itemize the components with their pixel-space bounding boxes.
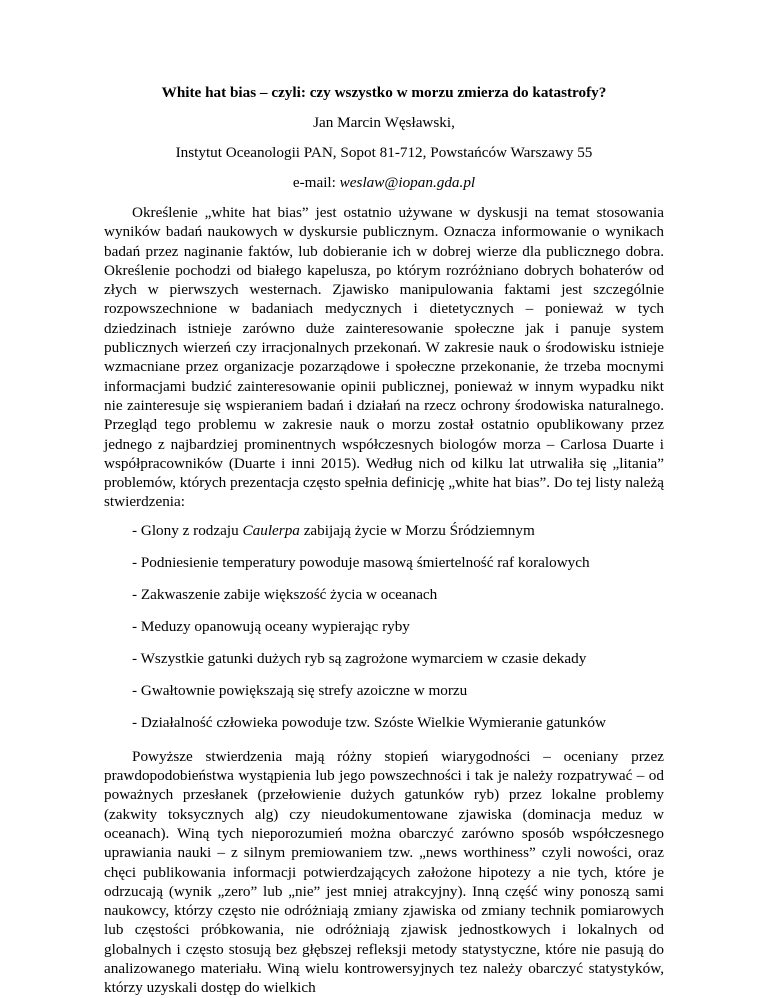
paragraph-intro: Określenie „white hat bias” jest ostatnio używane w dyskusji na temat stosowania wyników badań naukowych w dyskursie publicznym. Oznacza informowanie o wynikach badań przez naginanie faktów, lub dobieranie ich w dobrej wierze dla publicznego dobra. Określenie pochodzi od białego kapelusza, po którym rozróżniano dobrych bohaterów od złych w pierwszych westernach. Zjawisko manipulowania faktami jest szczególnie rozpowszechnione w badaniach medycznych i dietetycznych – ponieważ w tych dziedzinach istnieje zarówno duże zainteresowanie społeczne jak i panuje system publicznych wierzeń czy irracjonalnych przekonań. W zakresie nauk o środowisku istnieje wzmacniane przez organizacje pozarządowe i społeczne przekonanie, że trzeba mocnymi informacjami budzić zainteresowanie opinii publicznej, ponieważ w innym wypadku nikt nie zainteresuje się wspieraniem badań i działań na rzecz ochrony środowiska naturalnego. Przegląd tego problemu w zakresie nauk o morzu został ostatnio opublikowany przez jednego z najbardziej prominentnych współczesnych biologów morza – Carlosa Duarte i współpracowników (Duarte i inni 2015). Według nich od kilku lat utrwaliła się „litania” problemów, których prezentacja często spełnia definicję „white hat bias”. Do tej listy należą stwierdzenia: <box>104 204 664 511</box>
genus-name: Caulerpa <box>242 521 300 539</box>
list-item: - Wszystkie gatunki dużych ryb są zagrożone wymarciem w czasie dekady <box>132 649 587 667</box>
list-item: - Meduzy opanowują oceany wypierając ryby <box>132 617 410 635</box>
list-item-prefix: - Glony z rodzaju <box>132 521 243 539</box>
statements-list <box>104 521 664 733</box>
list-item <box>104 521 664 541</box>
document-page <box>104 83 664 998</box>
list-item: - Zakwaszenie zabije większość życia w oceanach <box>132 585 438 603</box>
list-item: - Gwałtownie powiększają się strefy azoiczne w morzu <box>132 681 468 699</box>
list-item: - Działalność człowieka powoduje tzw. Szóste Wielkie Wymieranie gatunków <box>132 713 606 731</box>
author-email-line <box>104 173 664 193</box>
author-institution: Instytut Oceanologii PAN, Sopot 81-712, Powstańców Warszawy 55 <box>175 144 593 161</box>
email-label: e-mail: <box>292 174 340 191</box>
paragraph-discussion: Powyższe stwierdzenia mają różny stopień wiarygodności – oceniany przez prawdopodobieństwa wystąpienia lub jego powszechności i tak je należy rozpatrywać – od poważnych przesłanek (przełowienie dużych gatunków ryb) przez lokalne problemy (zakwity toksycznych alg) czy nieudokumentowane zjawiska (dominacja meduz w oceanach). Winą tych nieporozumień można obarczyć zarówno sposób współczesnego uprawiania nauki – z silnym premiowaniem tzw. „news worthiness” czyli nowości, oraz chęci publikowania informacji potwierdzających założone hipotezy a nie tych, które je odrzucają (wynik „zero” lub „nie” jest mniej atrakcyjny). Inną część winy ponoszą sami naukowcy, którzy często nie odróżniają zmiany zjawiska od zmiany technik pomiarowych lub częstości próbkowania, nie odróżniają zjawisk jednostkowych i lokalnych od globalnych i często stosują bez głębszej refleksji metody statystyczne, które nie pasują do analizowanego materiału. Winą wielu kontrowersyjnych tez należy obarczyć statystyków, którzy uzyskali dostęp do wielkich <box>104 747 664 997</box>
list-item-suffix: zabijają życie w Morzu Śródziemnym <box>299 521 535 539</box>
document-title: White hat bias – czyli: czy wszystko w morzu zmierza do katastrofy? <box>161 84 607 101</box>
author-name: Jan Marcin Węsławski, <box>313 114 455 131</box>
list-item: - Podniesienie temperatury powoduje masową śmiertelność raf koralowych <box>132 553 590 571</box>
email-address: weslaw@iopan.gda.pl <box>339 174 476 191</box>
